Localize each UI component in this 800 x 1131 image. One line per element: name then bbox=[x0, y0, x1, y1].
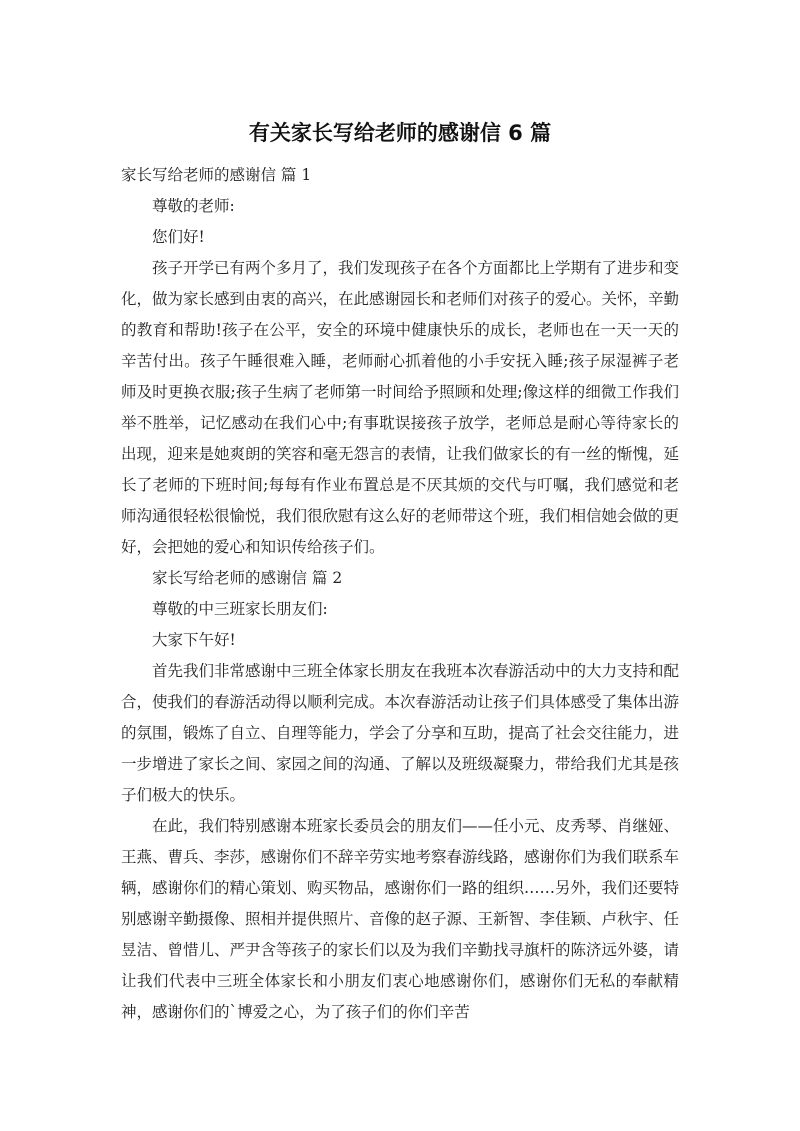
document-title: 有关家长写给老师的感谢信 6 篇 bbox=[248, 121, 552, 145]
letter-1-greeting: 您们好! bbox=[152, 228, 205, 246]
letter-2-paragraph-1: 首先我们非常感谢中三班全体家长朋友在我班本次春游活动中的大力支持和配合，使我们的春游活动得以顺利完成。本次春游活动让孩子们具体感受了集体出游的氛围，锻炼了自立、自理等能力，学会了分享和互助，提高了社会交往能力，进一步增进了家长之间、家园之间的沟通、了解以及班级凝聚力，带给我们尤其是孩子们极大的快乐。 bbox=[121, 662, 680, 804]
letter-2-paragraph-2: 在此，我们特别感谢本班家长委员会的朋友们——任小元、皮秀琴、肖继娅、王燕、曹兵、李莎，感谢你们不辞辛劳实地考察春游线路，感谢你们为我们联系车辆，感谢你们的精心策划、购买物品，感谢你们一路的组织……另外，我们还要特别感谢辛勤摄像、照相并提供照片、音像的赵子源、王新智、李佳颖、卢秋宇、任昱洁、曾惜儿、严尹含等孩子的家长们以及为我们辛勤找寻旗杆的陈济远外婆，请让我们代表中三班全体家长和小朋友们衷心地感谢你们，感谢你们无私的奉献精神，感谢你们的`博爱之心，为了孩子们的你们辛苦 bbox=[121, 817, 680, 1021]
letter-1-salutation: 尊敬的老师: bbox=[152, 197, 235, 215]
letter-1-paragraph: 孩子开学已有两个多月了，我们发现孩子在各个方面都比上学期有了进步和变化，做为家长感到由衷的高兴，在此感谢园长和老师们对孩子的爱心。关怀，辛勤的教育和帮助!孩子在公平，安全的环境中健康快乐的成长，老师也在一天一天的辛苦付出。孩子午睡很难入睡，老师耐心抓着他的小手安抚入睡;孩子尿湿裤子老师及时更换衣服;孩子生病了老师第一时间给予照顾和处理;像这样的细微工作我们举不胜举，记忆感动在我们心中;有事耽误接孩子放学，老师总是耐心等待家长的出现，迎来是她爽朗的笑容和毫无怨言的表情，让我们做家长的有一丝的惭愧，延长了老师的下班时间;每每有作业布置总是不厌其烦的交代与叮嘱，我们感觉和老师沟通很轻松很愉悦，我们很欣慰有这么好的老师带这个班，我们相信她会做的更好，会把她的爱心和知识传给孩子们。 bbox=[121, 259, 680, 556]
letter-2-greeting: 大家下午好! bbox=[152, 631, 236, 649]
letter-2-heading: 家长写给老师的感谢信 篇 2 bbox=[152, 569, 343, 587]
letter-2-salutation: 尊敬的中三班家长朋友们: bbox=[152, 600, 328, 618]
document-body bbox=[121, 160, 679, 1028]
letter-1-heading: 家长写给老师的感谢信 篇 1 bbox=[121, 166, 312, 184]
